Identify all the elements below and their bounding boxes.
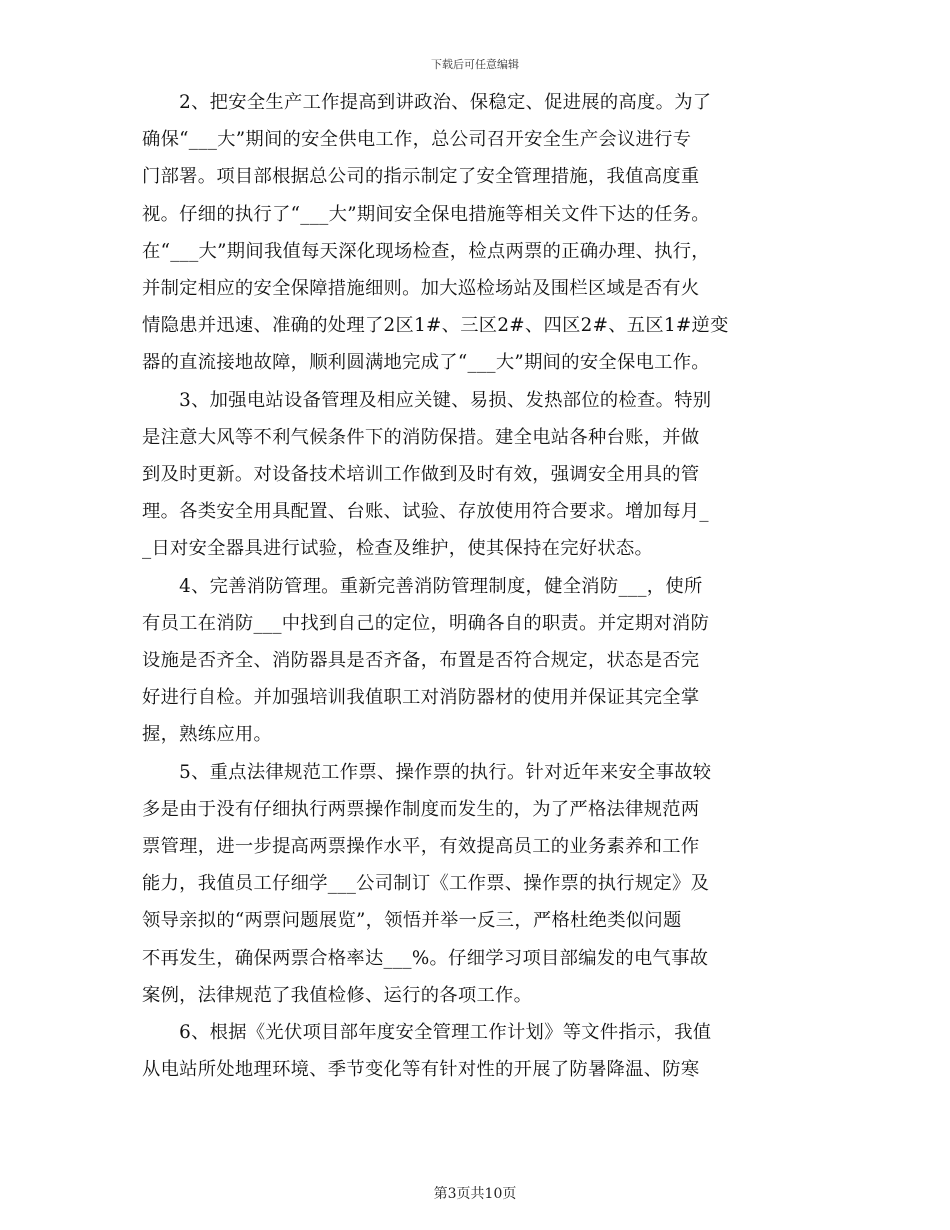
text-line: 在“___大”期间我值每天深化现场检查，检点两票的正确办理、执行， [142,240,710,262]
text-line: 从电站所处地理环境、季节变化等有针对性的开展了防暑降温、防寒 [142,1059,700,1081]
text-line: 握，熟练应用。 [142,724,273,746]
page-header-note: 下载后可任意编辑 [431,58,519,71]
text-line: 情隐患并迅速、准确的处理了2区1#、三区2#、四区2#、五区1#逆变 [142,315,729,337]
paragraph-5 [142,754,810,1014]
page-number: 第3页共10页 [433,1186,517,1202]
text-line: 票管理，进一步提高两票操作水平，有效提高员工的业务素养和工作 [142,836,700,858]
text-line: 好进行自检。并加强培训我值职工对消防器材的使用并保证其完全掌 [142,687,700,709]
text-line: 2、把安全生产工作提高到讲政治、保稳定、促进展的高度。为了 [142,92,712,113]
text-line: 有员工在消防___中找到自己的定位，明确各自的职责。并定期对消防 [142,612,710,634]
paragraph-3 [142,382,810,568]
text-line: 视。仔细的执行了“___大”期间安全保电措施等相关文件下达的任务。 [142,203,710,225]
document-body [142,84,810,1088]
text-line: 6、根据《光伏项目部年度安全管理工作计划》等文件指示，我值 [142,1022,712,1044]
text-line: 门部署。项目部根据总公司的指示制定了安全管理措施，我值高度重 [142,166,700,188]
text-line: 到及时更新。对设备技术培训工作做到及时有效，强调安全用具的管 [142,464,700,486]
text-line: 案例，法律规范了我值检修、运行的各项工作。 [142,984,533,1006]
text-line: 5、重点法律规范工作票、操作票的执行。针对近年来安全事故较 [142,761,712,783]
text-line: 不再发生，确保两票合格率达___%。仔细学习项目部编发的电气事故 [142,947,709,969]
paragraph-2 [142,84,810,382]
text-line: 器的直流接地故障，顺利圆满地完成了“___大”期间的安全保电工作。 [142,352,710,374]
text-line: 理。各类安全用具配置、台账、试验、存放使用符合要求。增加每月_ [142,501,709,523]
text-line: _日对安全器具进行试验，检查及维护，使其保持在完好状态。 [142,538,654,560]
text-line: 多是由于没有仔细执行两票操作制度而发生的，为了严格法律规范两 [142,798,700,820]
text-line: 设施是否齐全、消防器具是否齐备，布置是否符合规定，状态是否完 [142,650,700,672]
text-line: 能力，我值员工仔细学___公司制订《工作票、操作票的执行规定》及 [142,873,710,895]
text-line: 领导亲拟的“两票问题展览”，领悟并举一反三，严格杜绝类似问题 [142,910,682,932]
text-line: 3、加强电站设备管理及相应关键、易损、发热部位的检查。特别 [142,389,712,411]
text-line: 并制定相应的安全保障措施细则。加大巡检场站及围栏区域是否有火 [142,278,700,300]
paragraph-4 [142,568,810,754]
text-line: 确保“___大”期间的安全供电工作，总公司召开安全生产会议进行专 [142,129,692,151]
text-line: 是注意大风等不利气候条件下的消防保措。建全电站各种台账，并做 [142,426,700,448]
text-line: 4、完善消防管理。重新完善消防管理制度，健全消防___，使所 [142,575,703,597]
paragraph-6 [142,1014,810,1088]
